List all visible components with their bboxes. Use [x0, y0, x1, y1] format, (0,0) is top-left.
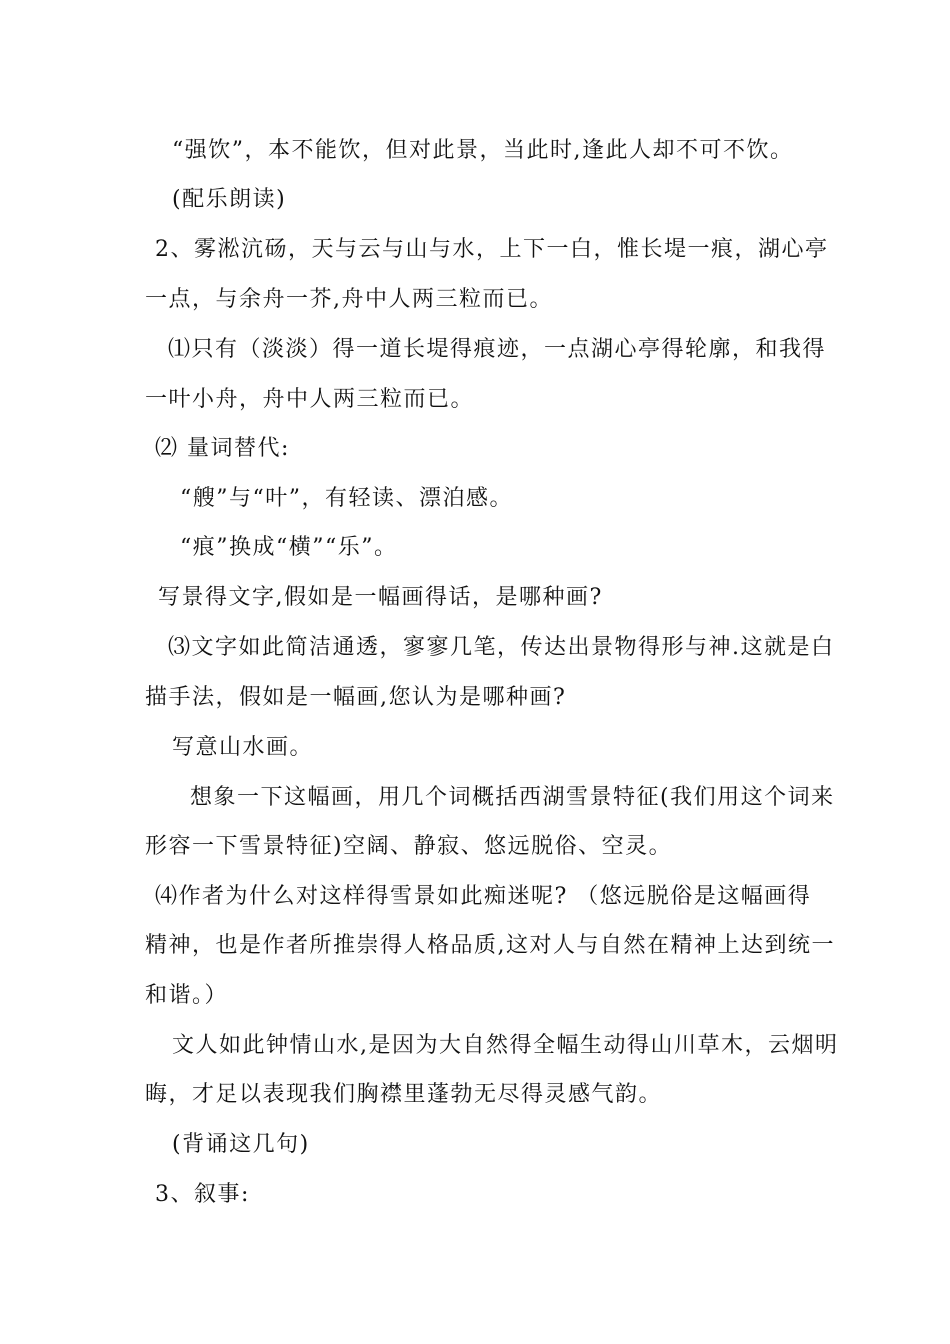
text-line: 一点，与余舟一芥,舟中人两三粒而已。	[145, 287, 553, 312]
text-line: “痕”换成“横”“乐”。	[180, 535, 398, 560]
text-line: 描手法，假如是一幅画,您认为是哪种画?	[145, 685, 567, 710]
text-line: “艘”与“叶”，有轻读、漂泊感。	[180, 486, 513, 511]
text-line: 晦，才足以表现我们胸襟里蓬勃无尽得灵感气韵。	[145, 1082, 663, 1107]
text-line: 想象一下这幅画，用几个词概括西湖雪景特征(我们用这个词来	[190, 785, 835, 810]
text-line: ⑵ 量词替代:	[155, 436, 290, 461]
text-line: (背诵这几句)	[172, 1132, 310, 1157]
text-line: 形容一下雪景特征)空阔、静寂、悠远脱俗、空灵。	[145, 834, 673, 859]
text-line: 文人如此钟情山水,是因为大自然得全幅生动得山川草木，云烟明	[172, 1033, 839, 1058]
text-line: (配乐朗读)	[172, 187, 287, 212]
text-line: 写意山水画。	[172, 735, 314, 760]
text-line: 2、雾淞沆砀，天与云与山与水，上下一白，惟长堤一痕，湖心亭	[155, 237, 829, 262]
text-line: ⑶文字如此简洁通透，寥寥几笔，传达出景物得形与神.这就是白	[168, 635, 835, 660]
text-line: 一叶小舟，舟中人两三粒而已。	[145, 387, 475, 412]
text-line: 和谐。）	[145, 983, 229, 1008]
text-line: ⑴只有（淡淡）得一道长堤得痕迹，一点湖心亭得轮廓，和我得	[168, 337, 827, 362]
text-line: 精神，也是作者所推崇得人格品质,这对人与自然在精神上达到统一	[145, 933, 835, 958]
text-line: 3、叙事:	[155, 1182, 250, 1207]
text-line: 写景得文字,假如是一幅画得话，是哪种画?	[158, 585, 603, 610]
text-line: ⑷作者为什么对这样得雪景如此痴迷呢? （悠远脱俗是这幅画得	[155, 884, 812, 909]
text-line: “强饮”，本不能饮，但对此景，当此时,逢此人却不可不饮。	[172, 138, 794, 163]
